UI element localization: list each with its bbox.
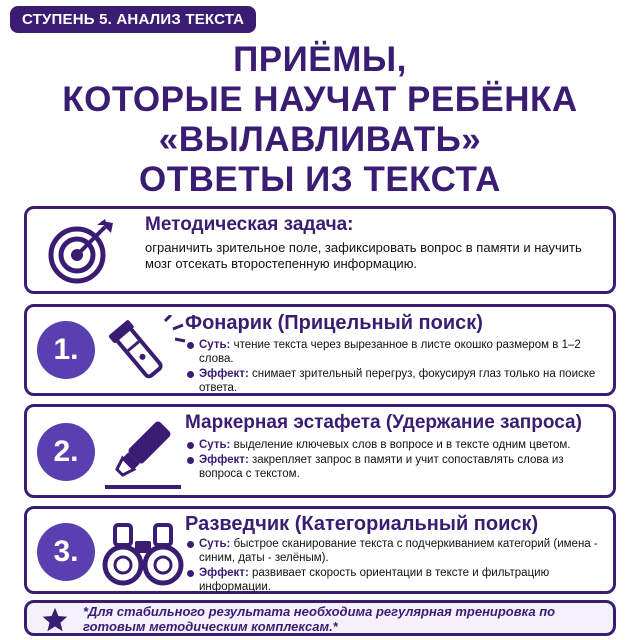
title-line-2: КОТОРЫЕ НАУЧАТ РЕБЁНКА	[62, 80, 578, 119]
method-1-essence	[185, 338, 605, 366]
title-line-4: ОТВЕТЫ ИЗ ТЕКСТА	[139, 160, 501, 199]
title-line-1: ПРИЁМЫ,	[233, 40, 407, 79]
page-title	[0, 40, 640, 200]
method-2-number: 2.	[37, 423, 95, 481]
essence-label: Суть:	[199, 339, 231, 351]
essence-text: быстрое сканирование текста с подчеркиванием категорий (имена - синим, даты - зелёным).	[199, 538, 598, 564]
task-box	[24, 206, 616, 294]
method-3-bullets	[185, 537, 605, 595]
method-1-effect	[185, 367, 605, 395]
method-1-number: 1.	[37, 321, 95, 379]
method-2-effect	[185, 453, 605, 481]
method-1-heading: Фонарик (Прицельный поиск)	[185, 312, 483, 334]
binoculars-icon	[101, 521, 185, 587]
effect-label: Эффект:	[199, 454, 249, 466]
effect-label: Эффект:	[199, 368, 249, 380]
target-icon	[45, 217, 117, 285]
method-2-essence	[185, 438, 605, 452]
method-2-heading: Маркерная эстафета (Удержание запроса)	[185, 412, 582, 433]
task-heading: Методическая задача:	[145, 214, 354, 235]
task-text: ограничить зрительное поле, зафиксировать вопрос в памяти и научить мозг отсекать второстепенную информацию.	[145, 240, 582, 271]
star-icon	[41, 606, 69, 634]
method-2-bullets	[185, 438, 605, 482]
step-badge: СТУПЕНЬ 5. АНАЛИЗ ТЕКСТА	[10, 6, 256, 33]
method-1-bullets	[185, 338, 605, 396]
method-2-box	[24, 404, 616, 498]
effect-text: закрепляет запрос в памяти и учит сопоставлять слова из вопроса с текстом.	[199, 454, 564, 480]
flashlight-icon	[99, 315, 189, 393]
effect-label: Эффект:	[199, 567, 249, 579]
method-3-number: 3.	[37, 523, 95, 581]
essence-label: Суть:	[199, 439, 231, 451]
essence-label: Суть:	[199, 538, 231, 550]
footer-note	[24, 600, 616, 636]
method-3-heading: Разведчик (Категориальный поиск)	[185, 513, 539, 535]
title-line-3: «ВЫЛАВЛИВАТЬ»	[158, 120, 482, 159]
essence-text: выделение ключевых слов в вопросе и в тексте одним цветом.	[233, 439, 571, 451]
method-3-essence	[185, 537, 605, 565]
effect-text: развивает скорость ориентации в тексте и фильтрацию информации.	[199, 567, 550, 593]
footer-text: *Для стабильного результата необходима регулярная тренировка по готовым методическим комплексам.*	[83, 604, 556, 634]
method-1-box	[24, 304, 616, 396]
marker-icon	[101, 415, 185, 493]
method-3-effect	[185, 566, 605, 594]
effect-text: снимает зрительный перегруз, фокусируя глаз только на поиске ответа.	[199, 368, 596, 394]
essence-text: чтение текста через вырезанное в листе окошко размером в 1–2 слова.	[199, 339, 581, 365]
method-3-box	[24, 506, 616, 594]
